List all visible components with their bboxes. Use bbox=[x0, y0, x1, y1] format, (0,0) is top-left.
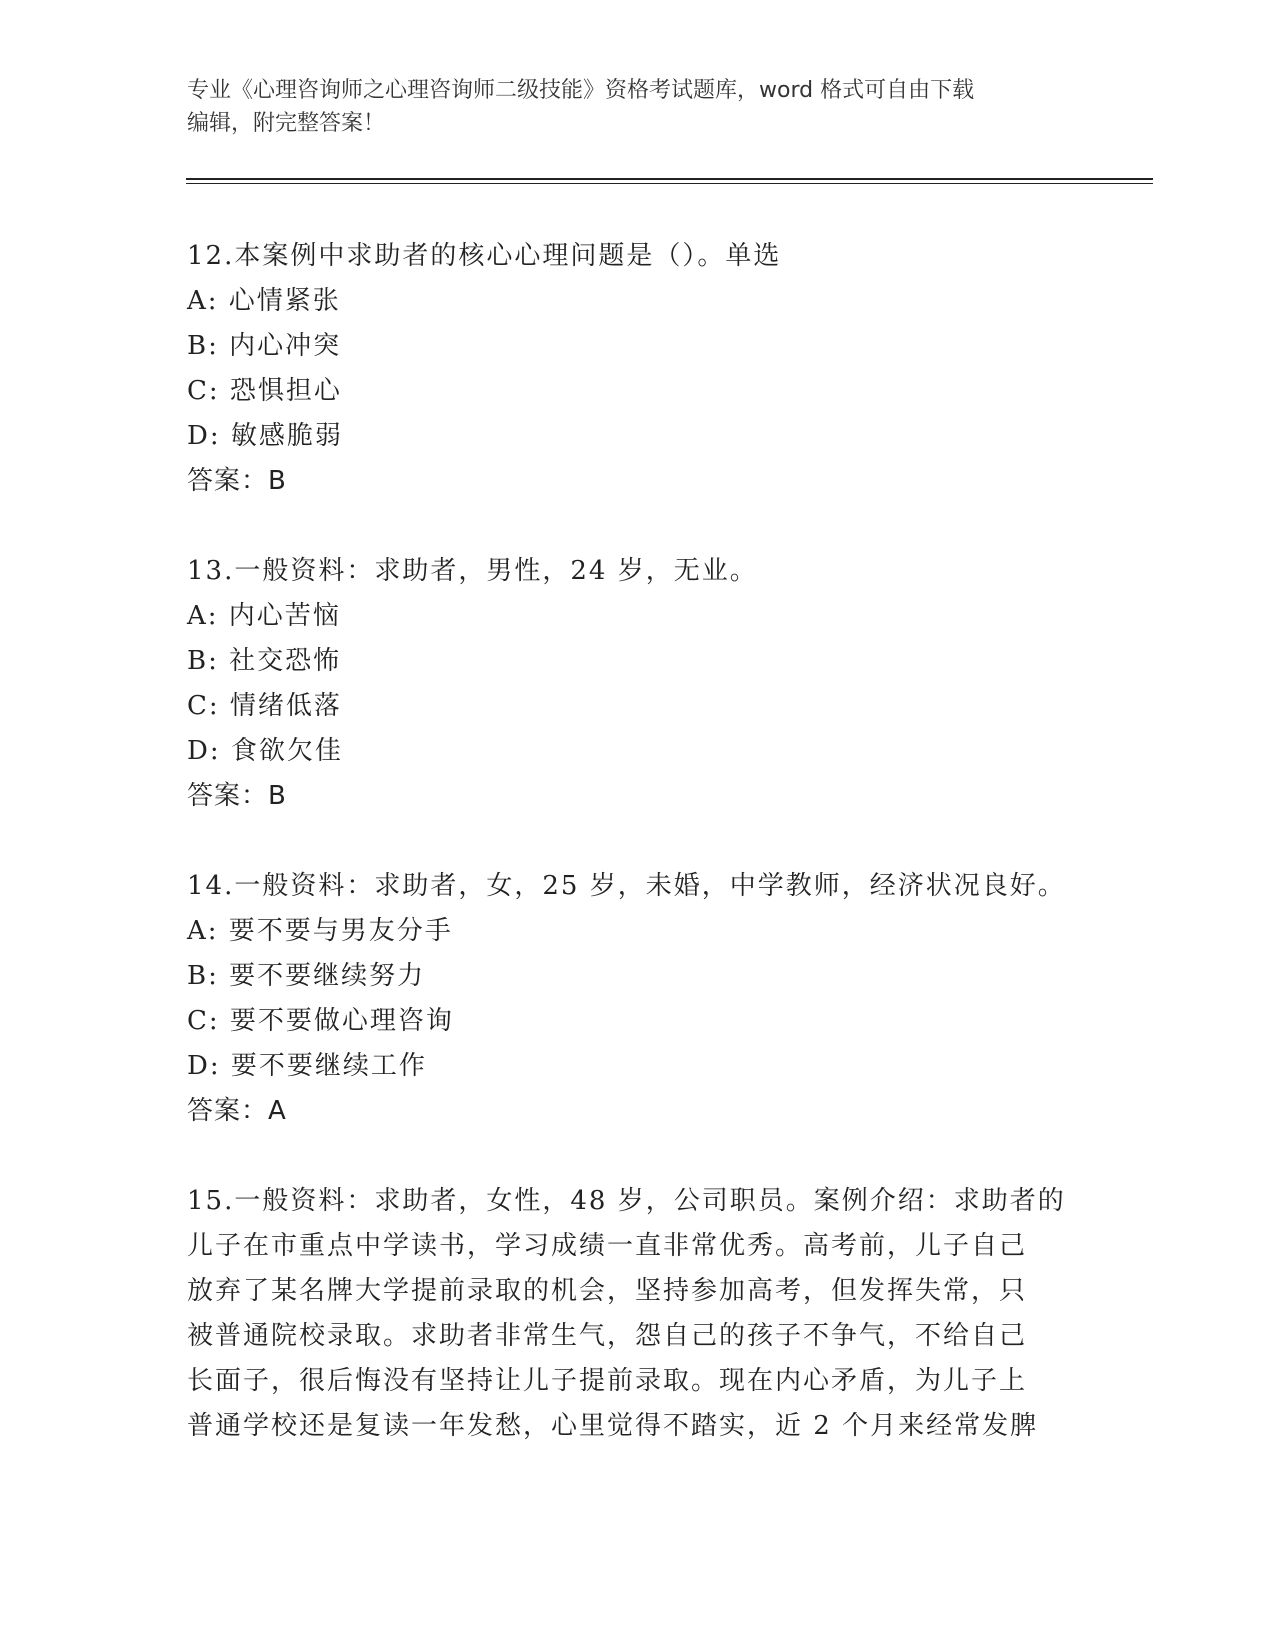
question-text: 14.一般资料：求助者，女，25 岁，未婚，中学教师，经济状况良好。 bbox=[187, 871, 1066, 901]
header-line-1: 专业《心理咨询师之心理咨询师二级技能》资格考试题库，word 格式可自由下载 bbox=[187, 78, 975, 103]
option-b: B: 要不要继续努力 bbox=[187, 961, 426, 991]
header-divider-thin bbox=[186, 183, 1153, 184]
paragraph-line: 长面子，很后悔没有坚持让儿子提前录取。现在内心矛盾，为儿子上 bbox=[187, 1366, 1028, 1396]
question-13 bbox=[187, 549, 1087, 819]
question-14 bbox=[187, 864, 1087, 1134]
option-c: C: 情绪低落 bbox=[187, 691, 342, 721]
option-d: D: 要不要继续工作 bbox=[187, 1051, 427, 1081]
paragraph-line: 普通学校还是复读一年发愁，心里觉得不踏实，近 2 个月来经常发脾 bbox=[187, 1411, 1039, 1441]
question-text: 12.本案例中求助者的核心心理问题是（）。单选 bbox=[187, 241, 782, 271]
questions-content bbox=[187, 234, 1087, 1494]
question-12 bbox=[187, 234, 1087, 504]
header-divider-thick bbox=[186, 178, 1153, 180]
page-header bbox=[187, 74, 1087, 140]
header-line-2: 编辑，附完整答案！ bbox=[187, 111, 386, 136]
answer: 答案：B bbox=[187, 466, 287, 496]
paragraph-line: 放弃了某名牌大学提前录取的机会，坚持参加高考，但发挥失常，只 bbox=[187, 1276, 1028, 1306]
option-b: B: 社交恐怖 bbox=[187, 646, 342, 676]
option-c: C: 要不要做心理咨询 bbox=[187, 1006, 454, 1036]
paragraph-line: 儿子在市重点中学读书，学习成绩一直非常优秀。高考前，儿子自己 bbox=[187, 1231, 1028, 1261]
option-d: D: 敏感脆弱 bbox=[187, 421, 343, 451]
option-b: B: 内心冲突 bbox=[187, 331, 342, 361]
option-a: A: 内心苦恼 bbox=[187, 601, 341, 631]
paragraph-line: 被普通院校录取。求助者非常生气，怨自己的孩子不争气，不给自己 bbox=[187, 1321, 1028, 1351]
answer: 答案：A bbox=[187, 1096, 287, 1126]
answer: 答案：B bbox=[187, 781, 287, 811]
option-c: C: 恐惧担心 bbox=[187, 376, 342, 406]
option-d: D: 食欲欠佳 bbox=[187, 736, 343, 766]
paragraph-line: 15.一般资料：求助者，女性，48 岁，公司职员。案例介绍：求助者的 bbox=[187, 1186, 1066, 1216]
option-a: A: 要不要与男友分手 bbox=[187, 916, 453, 946]
question-text: 13.一般资料：求助者，男性，24 岁，无业。 bbox=[187, 556, 758, 586]
option-a: A: 心情紧张 bbox=[187, 286, 341, 316]
question-15 bbox=[187, 1179, 1087, 1449]
